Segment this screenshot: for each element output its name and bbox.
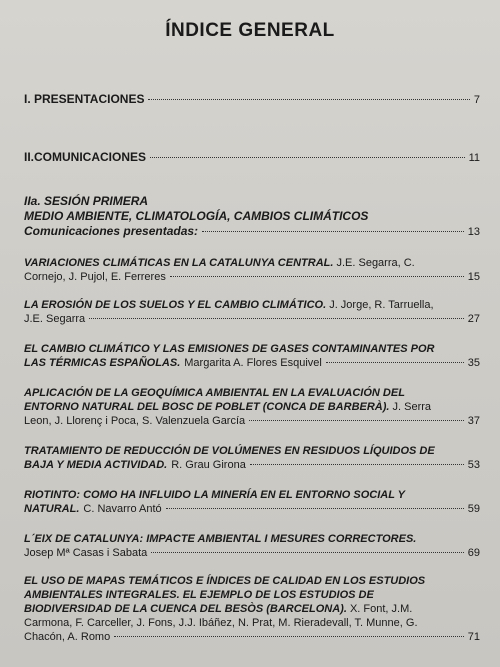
entry-authors: J.E. Segarra, C. [336, 257, 415, 269]
page-number: 37 [467, 415, 480, 427]
toc-entry[interactable] [24, 256, 480, 284]
dot-leader [89, 318, 464, 319]
toc-entry[interactable] [24, 386, 480, 428]
dot-leader [202, 231, 464, 232]
entry-title: RIOTINTO: COMO HA INFLUIDO LA MINERÍA EN EL ENTORNO SOCIAL Y [24, 489, 405, 501]
page-number: 53 [467, 459, 480, 471]
dot-leader [166, 508, 464, 509]
entry-title: L´EIX DE CATALUNYA: IMPACTE AMBIENTAL I MESURES CORRECTORES. [24, 533, 417, 545]
dot-leader [170, 276, 464, 277]
entry-title: VARIACIONES CLIMÁTICAS EN LA CATALUNYA CENTRAL. [24, 257, 334, 269]
page-number: 59 [467, 503, 480, 515]
section-label: I. PRESENTACIONES [24, 92, 145, 106]
section-label: II.COMUNICACIONES [24, 150, 147, 164]
entry-title: EL USO DE MAPAS TEMÁTICOS E ÍNDICES DE CALIDAD EN LOS ESTUDIOS [24, 575, 426, 587]
entry-authors: J. Jorge, R. Tarruella, [329, 299, 434, 311]
entry-authors: C. Navarro Antó [83, 503, 162, 515]
page-number: 27 [467, 313, 480, 325]
dot-leader [249, 420, 464, 421]
page-number: 69 [467, 547, 480, 559]
entry-authors-cont: Cornejo, J. Pujol, E. Ferreres [24, 271, 166, 283]
entry-authors-cont: J.E. Segarra [24, 313, 86, 325]
toc-entry[interactable] [24, 488, 480, 516]
toc-section-comunicaciones[interactable] [24, 150, 480, 165]
entry-authors: R. Grau Girona [171, 459, 246, 471]
dot-leader [250, 464, 464, 465]
session-heading[interactable] [24, 194, 480, 239]
dot-leader [151, 552, 463, 553]
toc-entry[interactable] [24, 342, 480, 370]
entry-title: APLICACIÓN DE LA GEOQUÍMICA AMBIENTAL EN LA EVALUACIÓN DEL [24, 387, 405, 399]
dot-leader [150, 157, 465, 158]
entry-authors: J. Serra [392, 401, 432, 413]
entry-authors-cont: Leon, J. Llorenç i Poca, S. Valenzuela García [24, 415, 246, 427]
toc-entry[interactable] [24, 444, 480, 472]
entry-authors-cont: Chacón, A. Romo [24, 631, 111, 643]
page-number: 35 [467, 357, 480, 369]
page-number: 15 [467, 271, 480, 283]
session-line-1: IIa. SESIÓN PRIMERA [24, 194, 149, 208]
entry-title-cont: NATURAL. [24, 503, 80, 515]
session-line-3: Comunicaciones presentadas: [24, 224, 199, 238]
entry-title: TRATAMIENTO DE REDUCCIÓN DE VOLÚMENES EN RESIDUOS LÍQUIDOS DE [24, 445, 435, 457]
entry-title-cont: LAS TÉRMICAS ESPAÑOLAS. [24, 357, 181, 369]
entry-authors: Josep Mª Casas i Sabata [24, 547, 148, 559]
toc-entry[interactable] [24, 574, 480, 644]
entry-title-cont: ENTORNO NATURAL DEL BOSC DE POBLET (CONCA DE BARBERÀ). [24, 401, 390, 413]
entry-title-cont: BIODIVERSIDAD DE LA CUENCA DEL BESÒS (BARCELONA). [24, 603, 347, 615]
page-title: ÍNDICE GENERAL [165, 20, 335, 41]
toc-section-presentaciones[interactable] [24, 92, 480, 107]
entry-authors-cont: Carmona, F. Carceller, J. Fons, J.J. Ibáñez, N. Prat, M. Rieradevall, T. Munne, G. [24, 617, 418, 629]
dot-leader [148, 99, 469, 100]
dot-leader [114, 636, 464, 637]
entry-title: LA EROSIÓN DE LOS SUELOS Y EL CAMBIO CLIMÁTICO. [24, 299, 327, 311]
toc-entry[interactable] [24, 298, 480, 326]
page-number: 11 [468, 152, 480, 164]
entry-title-cont: AMBIENTALES INTEGRALES. EL EJEMPLO DE LOS ESTUDIOS DE [24, 589, 374, 601]
entry-title: EL CAMBIO CLIMÁTICO Y LAS EMISIONES DE GASES CONTAMINANTES POR [24, 343, 435, 355]
entry-title-cont: BAJA Y MEDIA ACTIVIDAD. [24, 459, 168, 471]
toc-entry[interactable] [24, 532, 480, 560]
page-number: 71 [467, 631, 480, 643]
dot-leader [326, 362, 464, 363]
entry-authors: Margarita A. Flores Esquivel [184, 357, 322, 369]
page-number: 7 [473, 94, 480, 106]
session-line-2: MEDIO AMBIENTE, CLIMATOLOGÍA, CAMBIOS CLIMÁTICOS [24, 209, 369, 223]
entry-authors: X. Font, J.M. [349, 603, 413, 615]
page-number: 13 [467, 226, 480, 238]
